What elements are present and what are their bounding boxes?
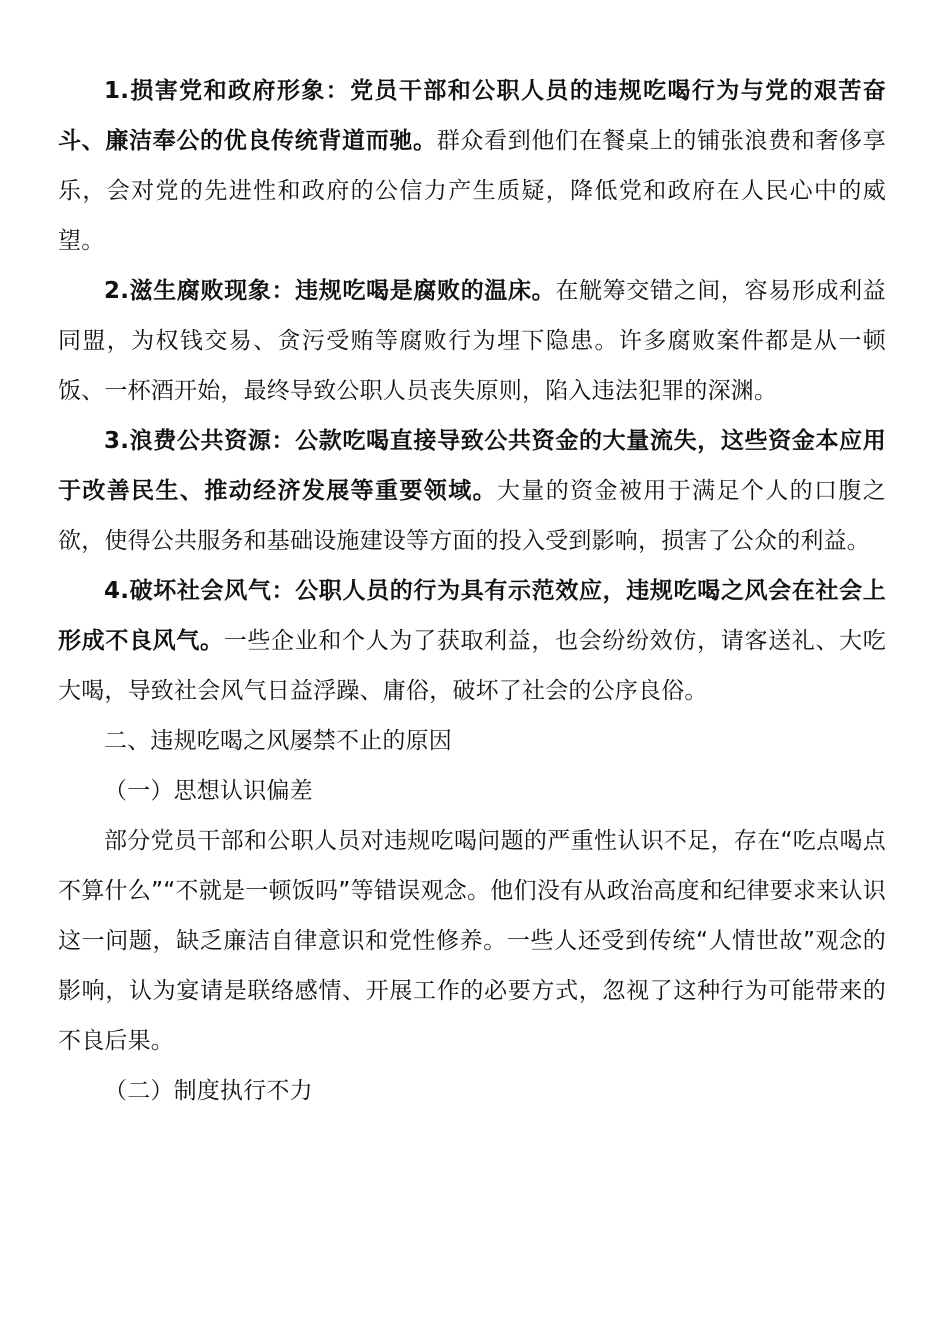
paragraph-4	[58, 566, 886, 716]
sub-heading-2: （二）制度执行不力	[104, 1078, 313, 1104]
section-heading: 二、违规吃喝之风屡禁不止的原因	[104, 728, 452, 754]
paragraph-2	[58, 266, 886, 416]
paragraph-1-lead: 1.损害党和政府形象：党员干部和公职人员的违规吃喝行为与党的艰苦奋斗、廉洁奉公的优良传统背道而驰。	[58, 78, 886, 154]
paragraph-3-lead: 3.浪费公共资源：公款吃喝直接导致公共资金的大量流失，这些资金本应用于改善民生、推动经济发展等重要领域。	[58, 428, 886, 504]
sub-heading-1: （一）思想认识偏差	[104, 778, 313, 804]
sub-paragraph-1: 部分党员干部和公职人员对违规吃喝问题的严重性认识不足，存在“吃点喝点不算什么”“不就是一顿饭吗”等错误观念。他们没有从政治高度和纪律要求来认识这一问题，缺乏廉洁自律意识和党性修养。一些人还受到传统“人情世故”观念的影响，认为宴请是联络感情、开展工作的必要方式，忽视了这种行为可能带来的不良后果。	[58, 828, 886, 1054]
paragraph-2-lead: 2.滋生腐败现象：违规吃喝是腐败的温床。	[104, 278, 556, 304]
paragraph-4-lead: 4.破坏社会风气：公职人员的行为具有示范效应，违规吃喝之风会在社会上形成不良风气。	[58, 578, 886, 654]
document-page	[58, 66, 886, 1116]
paragraph-4-body: 一些企业和个人为了获取利益，也会纷纷效仿，请客送礼、大吃大喝，导致社会风气日益浮躁、庸俗，破坏了社会的公序良俗。	[58, 628, 886, 704]
paragraph-3-body: 大量的资金被用于满足个人的口腹之欲，使得公共服务和基础设施建设等方面的投入受到影响，损害了公众的利益。	[58, 478, 886, 554]
paragraph-2-body: 在觥筹交错之间，容易形成利益同盟，为权钱交易、贪污受贿等腐败行为埋下隐患。许多腐败案件都是从一顿饭、一杯酒开始，最终导致公职人员丧失原则，陷入违法犯罪的深渊。	[58, 278, 886, 404]
paragraph-1	[58, 66, 886, 266]
paragraph-3	[58, 416, 886, 566]
paragraph-1-body: 群众看到他们在餐桌上的铺张浪费和奢侈享乐，会对党的先进性和政府的公信力产生质疑，降低党和政府在人民心中的威望。	[58, 128, 886, 254]
